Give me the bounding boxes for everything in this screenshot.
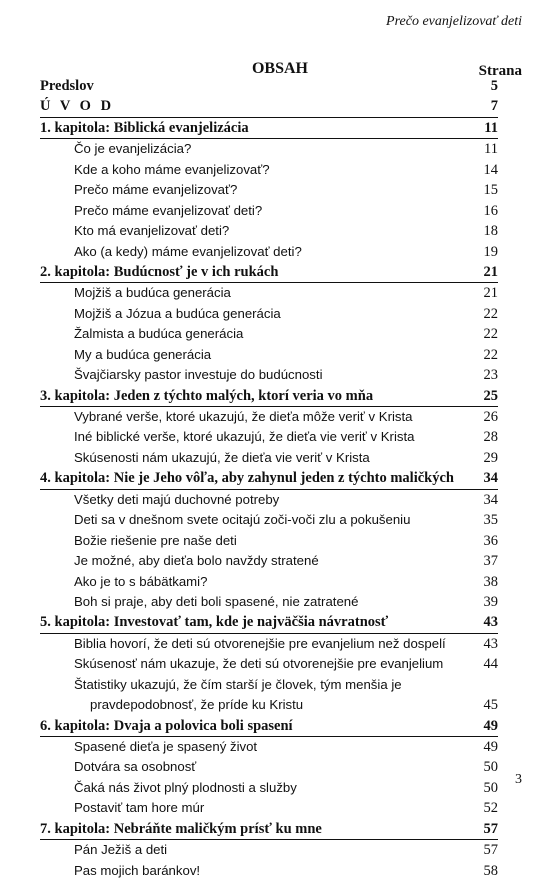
toc-entry-title: 2. kapitola: Budúcnosť je v ich rukách: [40, 263, 279, 280]
toc-entry-page: 21: [483, 285, 498, 302]
toc-entry-title: Iné biblické verše, ktoré ukazujú, že dieťa vie veriť v Krista: [74, 429, 415, 445]
toc-entry-page: 16: [483, 202, 498, 219]
toc-entry-page: 7: [490, 98, 498, 115]
toc-entry-page: 36: [483, 532, 498, 549]
toc-entry-page: 28: [483, 429, 498, 446]
table-of-contents: [40, 76, 498, 881]
toc-entry-page: 14: [483, 161, 498, 178]
toc-entry-title: Ako je to s bábätkami?: [74, 573, 208, 589]
toc-entry-page: 58: [483, 862, 498, 879]
toc-section-entry: [40, 778, 498, 798]
toc-entry-title: My a budúca generácia: [74, 346, 212, 362]
toc-entry-title: Skúsenosť nám ukazuje, že deti sú otvorenejšie pre evanjelium: [74, 656, 444, 672]
toc-section-entry: [40, 221, 498, 241]
toc-entry-page: 43: [483, 614, 498, 631]
toc-entry-title: Mojžiš a budúca generácia: [74, 285, 231, 301]
toc-entry-page: 5: [490, 78, 498, 94]
toc-entry-page: 39: [483, 593, 498, 610]
toc-chapter-entry: [40, 468, 498, 489]
toc-entry-page: 29: [483, 449, 498, 466]
toc-entry-page: 19: [483, 243, 498, 260]
toc-entry-page: 35: [483, 512, 498, 529]
toc-section-entry: [40, 345, 498, 365]
toc-entry-page: 57: [483, 842, 498, 859]
toc-chapter-entry: [40, 612, 498, 633]
toc-section-entry: [40, 531, 498, 551]
toc-entry-title: Švajčiarsky pastor investuje do budúcnosti: [74, 367, 323, 383]
toc-entry-page: 25: [483, 387, 498, 404]
toc-entry-page: 22: [483, 326, 498, 343]
toc-chapter-entry: [40, 716, 498, 737]
toc-section-entry: [40, 798, 498, 818]
toc-section-entry: [40, 840, 498, 860]
toc-entry-page: 34: [483, 491, 498, 508]
toc-entry-title: Prečo máme evanjelizovať?: [74, 182, 238, 198]
toc-entry-title: 3. kapitola: Jeden z týchto malých, ktorí veria vo mňa: [40, 387, 374, 404]
toc-section-entry: [40, 201, 498, 221]
toc-section-entry: [40, 675, 498, 716]
toc-entry-page: 11: [484, 141, 498, 158]
toc-entry-title: Pán Ježiš a deti: [74, 842, 168, 858]
toc-entry-page: 57: [483, 820, 498, 837]
toc-entry-title: Štatistiky ukazujú, že čím starší je človek, tým menšia je: [74, 676, 402, 692]
toc-entry-page: 44: [483, 656, 498, 673]
toc-entry-page: 22: [483, 346, 498, 363]
toc-entry-title: Dotvára sa osobnosť: [74, 759, 197, 775]
toc-section-entry: [40, 160, 498, 180]
toc-section-entry: [40, 448, 498, 468]
toc-section-entry: [40, 510, 498, 530]
toc-entry-title-continued: pravdepodobnosť, že príde ku Kristu: [90, 696, 304, 712]
toc-section-entry: [40, 551, 498, 571]
toc-section-entry: [40, 365, 498, 385]
toc-entry-title: Skúsenosti nám ukazujú, že dieťa vie veriť v Krista: [74, 449, 370, 465]
toc-entry-title: Čo je evanjelizácia?: [74, 141, 192, 157]
toc-section-entry: [40, 572, 498, 592]
running-head: Prečo evanjelizovať deti: [386, 14, 522, 29]
toc-entry-page: 26: [483, 409, 498, 425]
toc-entry-page: 11: [484, 119, 498, 136]
toc-entry-title: Vybrané verše, ktoré ukazujú, že dieťa môže veriť v Krista: [74, 409, 413, 424]
toc-entry-title: Postaviť tam hore múr: [74, 800, 205, 816]
toc-entry-page: 49: [483, 717, 498, 734]
toc-entry-title: Biblia hovorí, že deti sú otvorenejšie pre evanjelium než dospelí: [74, 635, 446, 651]
toc-entry-page: 15: [483, 182, 498, 199]
toc-entry-page: 50: [483, 759, 498, 776]
toc-entry-title: Čaká nás život plný plodnosti a služby: [74, 779, 297, 795]
toc-entry-title: Spasené dieťa je spasený život: [74, 739, 258, 755]
toc-section-entry: [40, 592, 498, 612]
toc-section-entry: [40, 407, 498, 427]
toc-entry-title: Žalmista a budúca generácia: [74, 326, 244, 342]
toc-entry-title: Predslov: [40, 78, 94, 94]
toc-section-entry: [40, 861, 498, 881]
toc-entry-page: 38: [483, 573, 498, 590]
page-column-label: Strana: [478, 63, 522, 79]
toc-section-entry: [40, 180, 498, 200]
toc-entry-title: Ú V O D: [40, 98, 115, 115]
toc-entry-title: Všetky deti majú duchovné potreby: [74, 491, 280, 507]
toc-chapter-entry: [40, 819, 498, 840]
toc-section-entry: [40, 427, 498, 447]
contents-title: OBSAH: [251, 60, 308, 77]
toc-entry-page: 22: [483, 305, 498, 322]
toc-entry-page: 21: [483, 263, 498, 280]
toc-chapter-entry: [40, 386, 498, 407]
toc-entry-title: Prečo máme evanjelizovať deti?: [74, 202, 263, 218]
toc-entry-page: 23: [483, 367, 498, 384]
toc-section-entry: [40, 490, 498, 510]
toc-section-entry: [40, 324, 498, 344]
toc-section-entry: [40, 634, 498, 654]
toc-entry-title: Deti sa v dnešnom svete ocitajú zoči-voči zlu a pokušeniu: [74, 512, 411, 528]
toc-chapter-entry: [40, 118, 498, 139]
toc-section-entry: [40, 757, 498, 777]
toc-entry-title: Je možné, aby dieťa bolo navždy stratené: [74, 553, 319, 569]
toc-section-entry: [40, 283, 498, 303]
toc-entry-page: 50: [483, 779, 498, 796]
toc-entry-page: 34: [483, 470, 498, 487]
toc-entry-page: 37: [483, 553, 498, 570]
toc-entry-page: 43: [483, 635, 498, 652]
toc-entry-title: 7. kapitola: Nebráňte maličkým prísť ku mne: [40, 820, 322, 837]
toc-entry-page: 45: [483, 696, 498, 713]
toc-section-entry: [40, 737, 498, 757]
toc-entry-title: Pas mojich baránkov!: [74, 862, 201, 878]
toc-entry-title: Kto má evanjelizovať deti?: [74, 223, 230, 239]
toc-entry-title: 5. kapitola: Investovať tam, kde je najväčšia návratnosť: [40, 614, 389, 631]
toc-section-entry: [40, 139, 498, 159]
toc-chapter-entry: [40, 96, 498, 117]
toc-entry-title: Mojžiš a Józua a budúca generácia: [74, 305, 281, 321]
toc-section-entry: [40, 242, 498, 262]
toc-section-entry: [40, 654, 498, 674]
toc-entry-title: Božie riešenie pre naše deti: [74, 532, 237, 548]
toc-entry-page: 18: [483, 223, 498, 240]
toc-chapter-entry: [40, 76, 498, 96]
toc-chapter-entry: [40, 262, 498, 283]
toc-entry-title: Kde a koho máme evanjelizovať?: [74, 161, 270, 177]
toc-entry-title: Boh si praje, aby deti boli spasené, nie zatratené: [74, 593, 359, 609]
page-number: 3: [515, 772, 522, 787]
toc-entry-title: Ako (a kedy) máme evanjelizovať deti?: [74, 243, 302, 259]
toc-entry-title: 6. kapitola: Dvaja a polovica boli spasení: [40, 717, 293, 734]
toc-section-entry: [40, 304, 498, 324]
toc-entry-title: 4. kapitola: Nie je Jeho vôľa, aby zahynul jeden z týchto maličkých: [40, 470, 454, 487]
toc-entry-page: 52: [483, 800, 498, 817]
toc-entry-title: 1. kapitola: Biblická evanjelizácia: [40, 119, 249, 136]
toc-entry-page: 49: [483, 739, 498, 756]
